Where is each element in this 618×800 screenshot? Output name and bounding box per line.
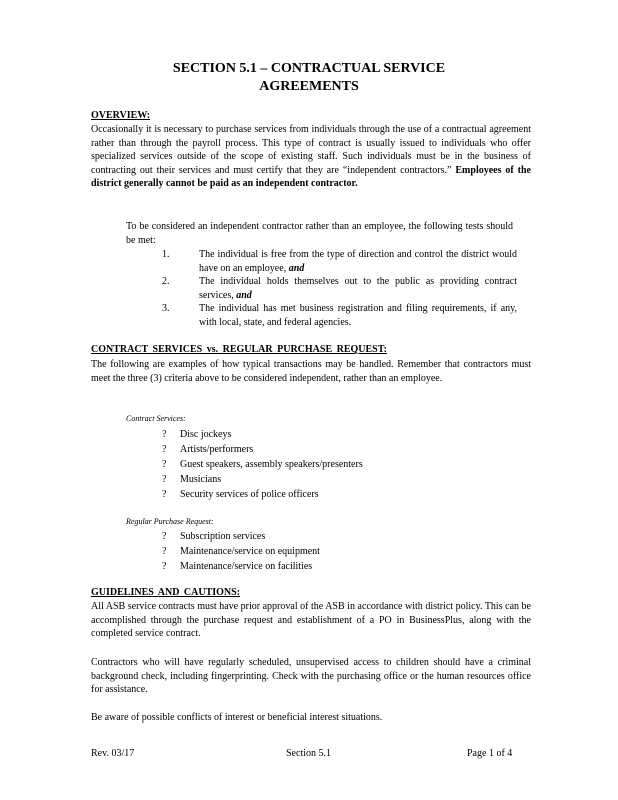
- criteria-text: The individual is free from the type of direction and control the district would have on an employee,: [199, 249, 517, 274]
- regular-purchase-list: [162, 529, 320, 574]
- criteria-text: The individual holds themselves out to the public as providing contract services,: [199, 276, 517, 301]
- list-item: [162, 559, 320, 574]
- overview-text: Occasionally it is necessary to purchase services from individuals through the use of a contractual agreement rather than through the payroll process. This type of contract is usually issued to individuals who offer specialized services outside of the scope of existing staff. Such individuals must be in the business of contracting out their services and must certify that they are “independent contractors.”: [91, 124, 531, 176]
- guidelines-paragraph-2: Contractors who will have regularly scheduled, unsupervised access to children should have a criminal background check, including fingerprinting. Check with the purchasing office or the human resources office for assistance.: [91, 657, 531, 695]
- criteria-conjunction: and: [236, 289, 252, 301]
- list-item: [162, 544, 320, 559]
- list-item: [162, 442, 363, 457]
- list-item-text: Maintenance/service on equipment: [180, 546, 320, 557]
- contract-services-list: [162, 427, 363, 502]
- criteria-conjunction: and: [288, 262, 305, 274]
- bullet-icon: ?: [162, 444, 167, 455]
- bullet-icon: ?: [162, 561, 167, 572]
- list-item-text: Disc jockeys: [180, 429, 232, 440]
- list-item: [162, 487, 363, 502]
- list-item-text: Security services of police officers: [180, 489, 319, 500]
- list-item: [162, 457, 363, 472]
- page-title: [0, 60, 618, 96]
- criteria-list: [162, 248, 517, 329]
- list-item-text: Maintenance/service on facilities: [180, 561, 313, 572]
- guidelines-paragraph-1: All ASB service contracts must have prior approval of the ASB in accordance with district policy. This can be accomplished through the purchase request and establishment of a PO in BusinessPlus, along with the completed service contract.: [91, 601, 531, 639]
- contract-services-label: Contract Services:: [126, 414, 186, 423]
- list-item-text: Guest speakers, assembly speakers/presenters: [180, 459, 363, 470]
- list-item-text: Artists/performers: [180, 444, 254, 455]
- contract-vs-regular-heading: CONTRACT SERVICES vs. REGULAR PURCHASE REQUEST:: [91, 344, 387, 355]
- criteria-intro: To be considered an independent contractor rather than an employee, the following tests should be met:: [126, 221, 513, 246]
- contract-vs-regular-paragraph: The following are examples of how typical transactions may be handled. Remember that contractors must meet the three (3) criteria above to be considered independent, rather than an employee.: [91, 359, 531, 384]
- criteria-number: 1.: [162, 249, 170, 260]
- list-item: [162, 472, 363, 487]
- bullet-icon: ?: [162, 459, 167, 470]
- criteria-item: [162, 302, 517, 329]
- list-item-text: Musicians: [180, 474, 222, 485]
- list-item: [162, 427, 363, 442]
- regular-purchase-label: Regular Purchase Request:: [126, 517, 214, 526]
- title-line-2: AGREEMENTS: [259, 79, 359, 94]
- guidelines-paragraph-3: Be aware of possible conflicts of interest or beneficial interest situations.: [91, 712, 383, 723]
- footer-section: Section 5.1: [286, 748, 331, 759]
- bullet-icon: ?: [162, 546, 167, 557]
- footer-revision: Rev. 03/17: [91, 748, 135, 759]
- bullet-icon: ?: [162, 429, 167, 440]
- criteria-item: [162, 248, 517, 275]
- criteria-item: [162, 275, 517, 302]
- list-item: [162, 529, 320, 544]
- criteria-number: 2.: [162, 276, 170, 287]
- overview-bold-text: Employees of the district generally cannot be paid as an independent contractor.: [91, 164, 531, 189]
- title-line-1: SECTION 5.1 – CONTRACTUAL SERVICE: [172, 61, 446, 76]
- guidelines-heading: GUIDELINES AND CAUTIONS:: [91, 587, 241, 598]
- overview-paragraph: [91, 123, 531, 191]
- bullet-icon: ?: [162, 489, 167, 500]
- overview-heading: OVERVIEW:: [91, 110, 151, 121]
- criteria-number: 3.: [162, 303, 170, 314]
- list-item-text: Subscription services: [180, 531, 266, 542]
- criteria-text: The individual has met business registration and filing requirements, if any, with local, state, and federal agencies.: [199, 303, 517, 328]
- footer-page-number: Page 1 of 4: [467, 748, 513, 759]
- bullet-icon: ?: [162, 474, 167, 485]
- bullet-icon: ?: [162, 531, 167, 542]
